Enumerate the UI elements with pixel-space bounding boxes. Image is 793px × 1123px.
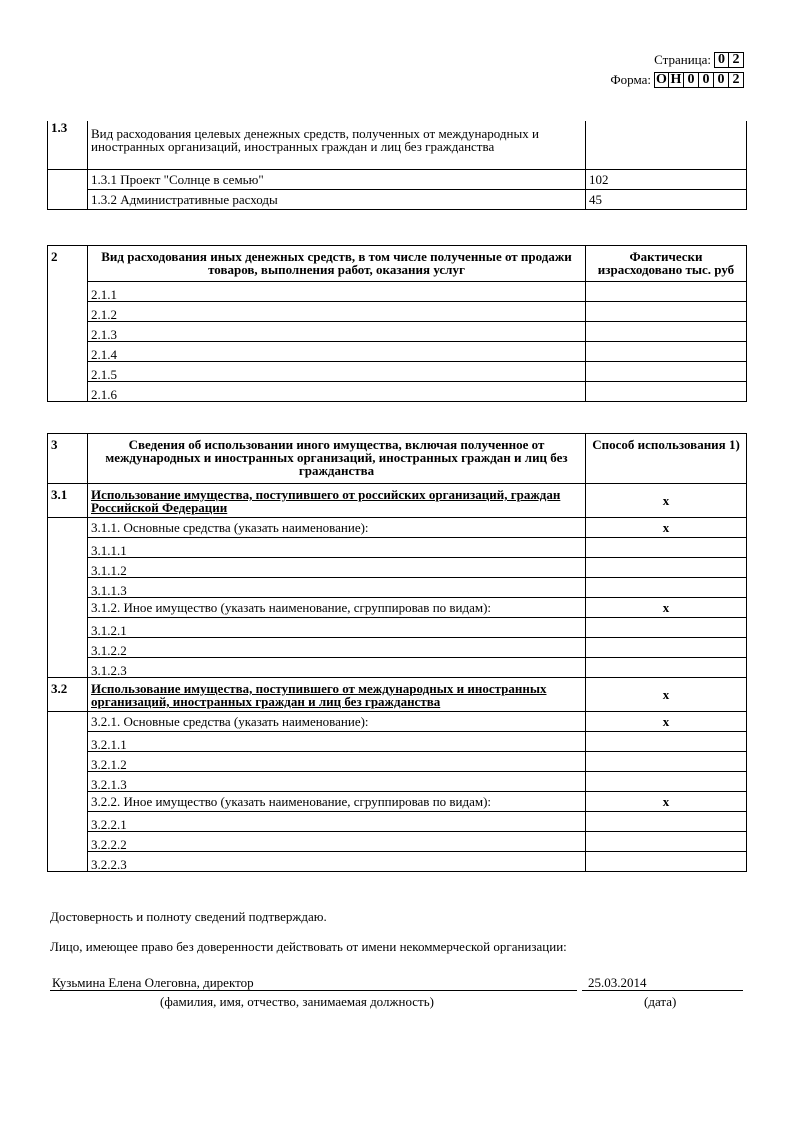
row-label: 3.2.1. Основные средства (указать наименование): [88, 712, 586, 732]
blank-cell [48, 282, 88, 302]
mark-cell: x [586, 678, 747, 712]
blank-cell [48, 658, 88, 678]
subsection-title: Использование имущества, поступившего от российских организаций, граждан Российской Федерации [88, 484, 586, 518]
blank-cell [48, 189, 88, 209]
value-cell [586, 852, 747, 872]
date-line [582, 990, 743, 991]
value-cell [586, 342, 747, 362]
row-label: 3.1.2. Иное имущество (указать наименование, сгруппировав по видам): [88, 598, 586, 618]
mark-cell: x [586, 518, 747, 538]
blank-cell [48, 538, 88, 558]
value-cell [586, 121, 747, 169]
value-cell [586, 812, 747, 832]
column-header: Способ использования 1) [586, 434, 747, 484]
blank-cell [48, 792, 88, 812]
section-number: 1.3 [48, 121, 88, 169]
mark-cell: x [586, 712, 747, 732]
row-label: 1.3.2 Административные расходы [88, 189, 586, 209]
row-label: 3.1.1.1 [88, 538, 586, 558]
blank-cell [48, 832, 88, 852]
form-digit: 0 [714, 72, 729, 88]
value-cell [586, 382, 747, 402]
value-cell [586, 282, 747, 302]
row-label: 3.1.1. Основные средства (указать наименование): [88, 518, 586, 538]
row-label: 3.1.2.2 [88, 638, 586, 658]
value-cell [586, 578, 747, 598]
form-digit: 0 [699, 72, 714, 88]
value-cell [586, 752, 747, 772]
page-label: Страница: [654, 52, 711, 67]
signer-name: Кузьмина Елена Олеговна, директор [52, 975, 254, 990]
blank-cell [48, 732, 88, 752]
blank-cell [48, 712, 88, 732]
blank-cell [48, 382, 88, 402]
subsection-title: Использование имущества, поступившего от международных и иностранных организаций, иностранных граждан и лиц без гражданства [88, 678, 586, 712]
row-label: 2.1.3 [88, 322, 586, 342]
blank-cell [48, 578, 88, 598]
row-label: 3.1.1.3 [88, 578, 586, 598]
form-digit: О [654, 72, 669, 88]
row-label: 3.1.2.3 [88, 658, 586, 678]
row-label: 1.3.1 Проект "Солнце в семью" [88, 169, 586, 189]
blank-cell [48, 772, 88, 792]
value-cell [586, 772, 747, 792]
blank-cell [48, 752, 88, 772]
blank-cell [48, 812, 88, 832]
row-label: 2.1.5 [88, 362, 586, 382]
date-caption: (дата) [644, 994, 677, 1009]
value-cell [586, 558, 747, 578]
page-digit: 0 [714, 52, 729, 68]
row-value: 45 [586, 189, 747, 209]
blank-cell [48, 618, 88, 638]
row-label: 2.1.6 [88, 382, 586, 402]
blank-cell [48, 169, 88, 189]
row-label: 3.2.1.1 [88, 732, 586, 752]
form-digit: Н [669, 72, 684, 88]
form-label: Форма: [610, 72, 651, 87]
row-label: 3.2.1.3 [88, 772, 586, 792]
blank-cell [48, 518, 88, 538]
row-value: 102 [586, 169, 747, 189]
row-label: 3.1.2.1 [88, 618, 586, 638]
section-title: Сведения об использовании иного имущества, включая полученное от международных и иностранных организаций, иностранных граждан и лиц без гражданства [88, 434, 586, 484]
blank-cell [48, 852, 88, 872]
row-label: 3.2.2. Иное имущество (указать наименование, сгруппировав по видам): [88, 792, 586, 812]
value-cell [586, 362, 747, 382]
blank-cell [48, 302, 88, 322]
value-cell [586, 302, 747, 322]
row-label: 2.1.4 [88, 342, 586, 362]
signer-line [50, 990, 577, 991]
value-cell [586, 618, 747, 638]
section-title: Вид расходования иных денежных средств, в том числе полученные от продажи товаров, выполнения работ, оказания услуг [88, 246, 586, 282]
mark-cell: x [586, 598, 747, 618]
row-label: 2.1.1 [88, 282, 586, 302]
authorized-person-label: Лицо, имеющее право без доверенности действовать от имени некоммерческой организации: [50, 939, 567, 954]
section-2-table [47, 245, 747, 402]
signer-caption: (фамилия, имя, отчество, занимаемая должность) [160, 994, 434, 1009]
value-cell [586, 638, 747, 658]
row-label: 3.2.1.2 [88, 752, 586, 772]
blank-cell [48, 322, 88, 342]
column-header: Фактически израсходовано тыс. руб [586, 246, 747, 282]
subsection-number: 3.2 [48, 678, 88, 712]
value-cell [586, 658, 747, 678]
page-digit: 2 [729, 52, 744, 68]
section-1-3-table [47, 121, 747, 210]
signature-date: 25.03.2014 [588, 975, 647, 990]
row-label: 3.1.1.2 [88, 558, 586, 578]
value-cell [586, 538, 747, 558]
blank-cell [48, 638, 88, 658]
blank-cell [48, 342, 88, 362]
confirmation-text: Достоверность и полноту сведений подтверждаю. [50, 909, 327, 924]
section-title: Вид расходования целевых денежных средств, полученных от международных и иностранных организаций, иностранных граждан и лиц без гражданства [88, 121, 586, 169]
form-digit: 0 [684, 72, 699, 88]
blank-cell [48, 558, 88, 578]
value-cell [586, 732, 747, 752]
page-number-box [654, 52, 744, 68]
form-digit: 2 [729, 72, 744, 88]
blank-cell [48, 598, 88, 618]
mark-cell: x [586, 792, 747, 812]
mark-cell: x [586, 484, 747, 518]
section-number: 3 [48, 434, 88, 484]
value-cell [586, 832, 747, 852]
row-label: 2.1.2 [88, 302, 586, 322]
subsection-number: 3.1 [48, 484, 88, 518]
value-cell [586, 322, 747, 342]
blank-cell [48, 362, 88, 382]
row-label: 3.2.2.1 [88, 812, 586, 832]
form-code-box [610, 72, 744, 88]
section-number: 2 [48, 246, 88, 282]
row-label: 3.2.2.3 [88, 852, 586, 872]
section-3-table [47, 433, 747, 872]
row-label: 3.2.2.2 [88, 832, 586, 852]
